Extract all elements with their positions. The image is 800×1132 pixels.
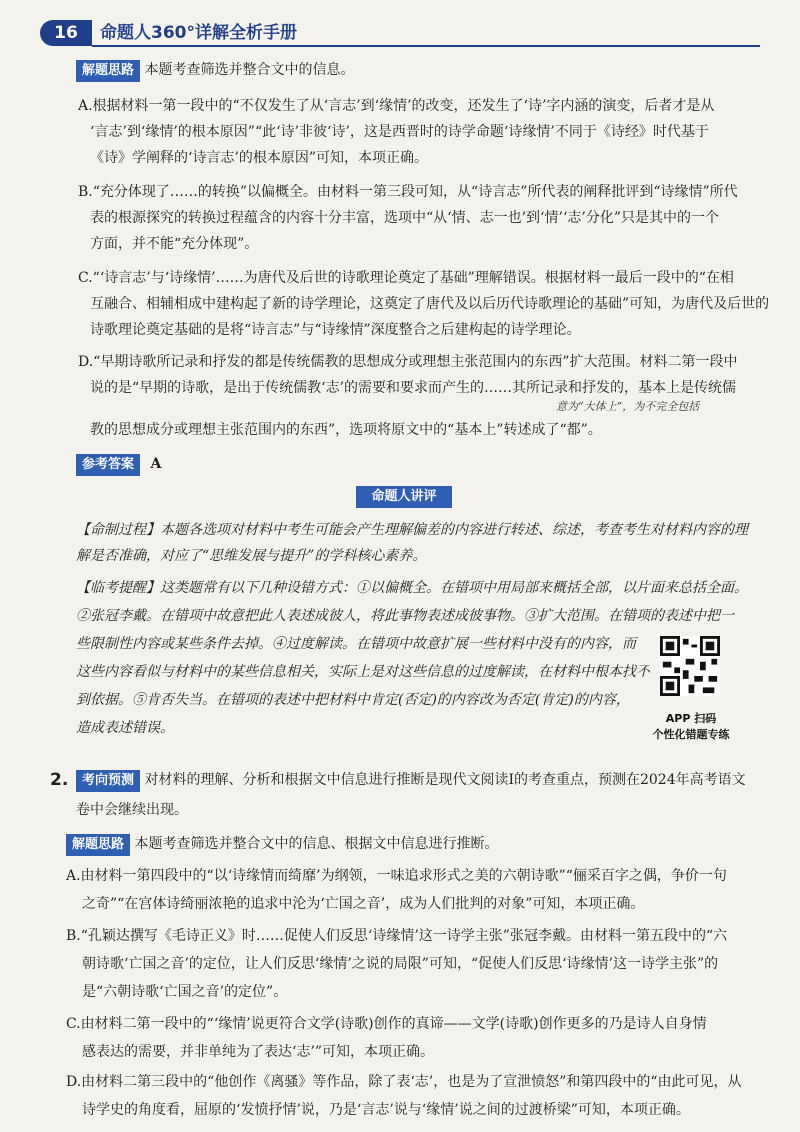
section1-intro: 本题考查筛选并整合文中的信息。 bbox=[144, 62, 355, 78]
book-title: 命题人360°详解全析手册 bbox=[100, 23, 297, 43]
section1-intro-line bbox=[76, 60, 786, 82]
comment-line: 这些内容看似与材料中的某些信息相关，实际上是对这些信息的过度解读，在材料中根本找不 bbox=[76, 664, 650, 680]
s1-line: 教的思想成分或理想主张范围内的东西”，选项将原文中的“基本上”转述成了“都”。 bbox=[90, 422, 602, 438]
commentary-banner: 命题人讲评 bbox=[356, 486, 452, 508]
forecast-line bbox=[76, 770, 786, 792]
s1-line: 《诗》学阐释的‘诗言志’的根本原因”可知，本项正确。 bbox=[90, 150, 429, 166]
section2-intro-line bbox=[66, 834, 786, 856]
s1-line: 诗歌理论奠定基础的是将“诗言志”与“诗缘情”深度整合之后建构起的诗学理论。 bbox=[90, 322, 581, 338]
s1-line: B.“充分体现了……的转换”以偏概全。由材料一第三段可知，从“诗言志”所代表的阐释批评到“诗缘情”所代 bbox=[78, 184, 738, 200]
s2-line: B.“孔颖达撰写《毛诗正义》时……促使人们反思‘诗缘情’这一诗学主张”张冠李戴。由材料一第五段中的“六 bbox=[66, 928, 728, 944]
s2-line: 诗学史的角度看，屈原的‘发愤抒情’说，乃是‘言志’说与‘缘情’说之间的过渡桥梁”可知，本项正确。 bbox=[82, 1102, 690, 1118]
qr-caption-practice: 个性化错题专练 bbox=[652, 728, 730, 741]
forecast-tag: 考向预测 bbox=[76, 770, 140, 792]
answer-value: A bbox=[150, 456, 162, 472]
comment-line: ②张冠李戴。在错项中故意把此人表述成彼人，将此事物表述成彼事物。③扩大范围。在错项的表述中把一 bbox=[76, 608, 734, 624]
forecast-text: 卷中会继续出现。 bbox=[76, 802, 188, 818]
s1-line: 互融合、相辅相成中建构起了新的诗学理论，这奠定了唐代及以后历代诗歌理论的基础”可知，为唐代及后世的 bbox=[90, 296, 770, 312]
s1-line: 表的根源探究的转换过程蕴含的内容十分丰富，选项中“从‘情、志一也’到‘情’‘志’分化”只是其中的一个 bbox=[90, 210, 720, 226]
page-number: 16 bbox=[40, 20, 92, 46]
s2-line: C.由材料二第一段中的“‘缘情’说更符合文学(诗歌)创作的真谛——文学(诗歌)创作更多的乃是诗人自身情 bbox=[66, 1016, 707, 1032]
s2-line: 朝诗歌‘亡国之音’的定位，让人们反思‘缘情’之说的局限”可知，“促使人们反思‘诗缘情’这一诗学主张”的 bbox=[82, 956, 719, 972]
header-rule bbox=[92, 45, 760, 47]
comment-line: 【临考提醒】这类题常有以下几种设错方式：①以偏概全。在错项中用局部来概括全部，以片面来总括全面。 bbox=[76, 580, 748, 596]
comment-line: 解是否准确，对应了“思维发展与提升”的学科核心素养。 bbox=[76, 548, 427, 564]
s1-line: A.根据材料一第一段中的“不仅发生了从‘言志’到‘缘情’的改变，还发生了‘诗’字内涵的演变，后者才是从 bbox=[78, 98, 715, 114]
s1-line: C.“‘诗言志’与‘诗缘情’……为唐代及后世的诗歌理论奠定了基础”理解错误。根据材料一最后一段中的“在相 bbox=[78, 270, 734, 286]
solution-tag: 解题思路 bbox=[76, 60, 140, 82]
solution-tag: 解题思路 bbox=[66, 834, 130, 856]
section2-intro: 本题考查筛选并整合文中的信息、根据文中信息进行推断。 bbox=[134, 836, 499, 852]
qr-code[interactable] bbox=[660, 636, 720, 696]
s1-line: ‘言志’到‘缘情’的根本原因”“此‘诗’非彼‘诗’，这是西晋时的诗学命题‘诗缘情’不同于《诗经》时代基于 bbox=[90, 124, 709, 140]
s1-line: 方面，并不能“充分体现”。 bbox=[90, 236, 259, 252]
s2-line: 感表达的需要，并非单纯为了表达‘志’”可知，本项正确。 bbox=[82, 1044, 435, 1060]
comment-line: 到依据。⑤肯否失当。在错项的表述中把材料中肯定(否定)的内容改为否定(肯定)的内容， bbox=[76, 692, 630, 708]
handwritten-note: 意为“大体上”，为不完全包括 bbox=[556, 400, 700, 413]
s1-line: 说的是“早期的诗歌，是出于传统儒教‘志’的需要和要求而产生的……其所记录和抒发的，基本上是传统儒 bbox=[90, 380, 737, 396]
s2-line: A.由材料一第四段中的“以‘诗缘情而绮靡’为纲领，一味追求形式之美的六朝诗歌”“俪采百字之偶，争价一句 bbox=[66, 868, 727, 884]
s1-line: D.“早期诗歌所记录和抒发的都是传统儒教的思想成分或理想主张范围内的东西”扩大范围。材料二第一段中 bbox=[78, 354, 738, 370]
page-header bbox=[40, 18, 760, 48]
comment-line: 【命制过程】本题各选项对材料中考生可能会产生理解偏差的内容进行转述、综述，考查考生对材料内容的理 bbox=[76, 522, 748, 538]
answer-tag: 参考答案 bbox=[76, 454, 140, 476]
question-number: 2. bbox=[50, 770, 69, 790]
comment-line: 造成表述错误。 bbox=[76, 720, 174, 736]
s2-line: 是“六朝诗歌‘亡国之音’的定位”。 bbox=[82, 984, 288, 1000]
answer-line bbox=[76, 454, 786, 476]
forecast-text: 对材料的理解、分析和根据文中信息进行推断是现代文阅读Ⅰ的考查重点，预测在2024年高考语文 bbox=[144, 772, 746, 788]
comment-line: 些限制性内容或某些条件去掉。④过度解读。在错项中故意扩展一些材料中没有的内容，而 bbox=[76, 636, 636, 652]
s2-line: 之奇”“在宫体诗绮丽浓艳的追求中沦为‘亡国之音’，成为人们批判的对象”可知，本项正确。 bbox=[82, 896, 645, 912]
s2-line: D.由材料二第三段中的“他创作《离骚》等作品，除了表‘志’，也是为了宣泄愤怒”和第四段中的“由此可见，从 bbox=[66, 1074, 742, 1090]
qr-caption-app: APP 扫码 bbox=[665, 712, 717, 725]
